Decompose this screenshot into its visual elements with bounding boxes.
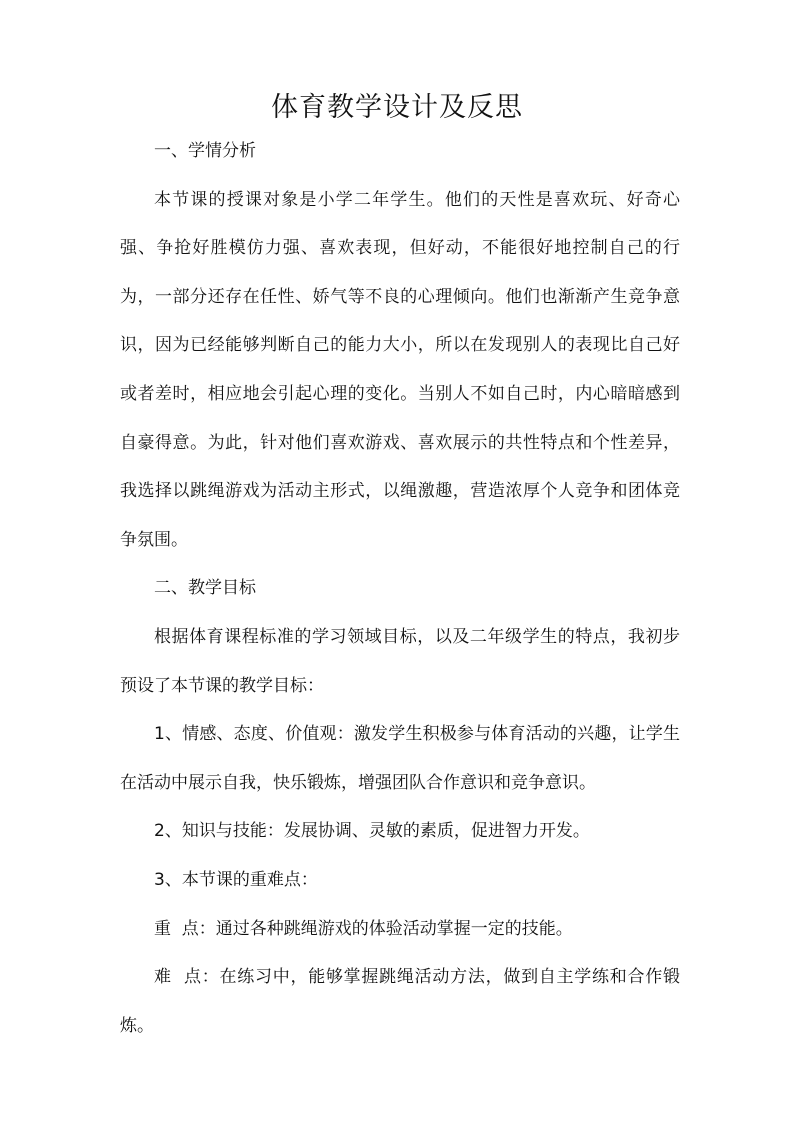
key-point-focus: 重 点：通过各种跳绳游戏的体验活动掌握一定的技能。 — [154, 918, 573, 939]
document-body — [120, 127, 680, 1050]
document-title: 体育教学设计及反思 — [271, 92, 523, 123]
paragraph-goals-intro: 根据体育课程标准的学习领域目标，以及二年级学生的特点，我初步预设了本节课的教学目标： — [120, 626, 680, 696]
section-heading-teaching-goals: 二、教学目标 — [154, 578, 256, 599]
section-heading-learner-analysis: 一、学情分析 — [154, 141, 256, 161]
key-point-difficulty: 难 点：在练习中，能够掌握跳绳活动方法，做到自主学练和合作锻炼。 — [120, 967, 680, 1036]
paragraph-learner-analysis: 本节课的授课对象是小学二年学生。他们的天性是喜欢玩、好奇心强、争抢好胜模仿力强、喜欢表现，但好动，不能很好地控制自己的行为，一部分还存在任性、娇气等不良的心理倾向。他们也渐渐产生竞争意识，因为已经能够判断自己的能力大小，所以在发现别人的表现比自己好或者差时，相应地会引起心理的变化。当别人不如自己时，内心暗暗感到自豪得意。为此，针对他们喜欢游戏、喜欢展示的共性特点和个性差异，我选择以跳绳游戏为活动主形式，以绳激趣，营造浓厚个人竞争和团体竞争氛围。 — [120, 189, 680, 550]
goal-item-emotion: 1、情感、态度、价值观：激发学生积极参与体育活动的兴趣，让学生在活动中展示自我，快乐锻炼，增强团队合作意识和竞争意识。 — [120, 724, 680, 793]
goal-item-knowledge: 2、知识与技能：发展协调、灵敏的素质，促进智力开发。 — [154, 821, 590, 842]
goal-item-key-points: 3、本节课的重难点： — [154, 869, 318, 890]
